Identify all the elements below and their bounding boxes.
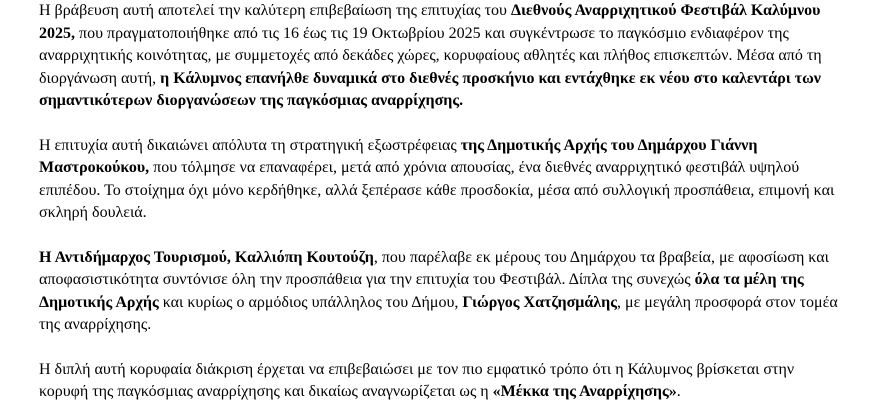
paragraph-strategy (39, 135, 839, 225)
text-segment: , με μεγάλη προσφορά στον τομέα της αναρρίχησης. (39, 293, 838, 333)
paragraph-conclusion (39, 359, 839, 404)
document-body (39, 0, 839, 404)
mayor-name: της Δημοτικής Αρχής του Δημάρχου Γιάννη Μαστροκούκου, (39, 136, 758, 176)
emphasis-text: η Κάλυμνος επανήλθε δυναμικά στο διεθνές προσκήνιο και εντάχθηκε εκ νέου στο καλεντάρι των σημαντικότερων διοργανώσεων της παγκόσμιας αναρρίχησης. (39, 69, 821, 109)
text-segment: και κυρίως ο αρμόδιος υπάλληλος του Δήμου, (158, 293, 463, 311)
text-segment: Η βράβευση αυτή αποτελεί την καλύτερη επιβεβαίωση της επιτυχίας του (39, 2, 511, 19)
text-segment: Η επιτυχία αυτή δικαιώνει απόλυτα τη στρατηγική εξωστρέφειας (39, 136, 461, 154)
employee-name: Γιώργος Χατζησμάλης (462, 293, 617, 311)
emphasis-text: «Μέκκα της Αναρρίχησης» (492, 383, 677, 400)
deputy-mayor-name: Η Αντιδήμαρχος Τουρισμού, Καλλιόπη Κουτούζη (39, 248, 374, 266)
text-segment: που πραγματοποιήθηκε από τις 16 έως τις 19 Οκτωβρίου 2025 και συγκέντρωσε το παγκόσμιο ενδιαφέρον της αναρριχητικής κοινότητας, με συμμετοχές από δεκάδες χώρες, κορυφαίους αθλητές και πλήθος επισκεπτών. Μέσα από τη διοργάνωση αυτή, (39, 24, 822, 87)
text-segment: . (676, 383, 681, 400)
paragraph-deputy-mayor (39, 247, 839, 337)
text-segment: Η διπλή αυτή κορυφαία διάκριση έρχεται να επιβεβαιώσει με τον πιο εμφατικό τρόπο ότι η Κάλυμνος βρίσκεται στην κορυφή της παγκόσμιας αναρρίχησης και δικαίως αναγνωρίζεται ως η (39, 360, 795, 400)
emphasis-text: όλα τα μέλη της Δημοτικής Αρχής (39, 271, 804, 311)
text-segment: , που παρέλαβε εκ μέρους του Δημάρχου τα βραβεία, με αφοσίωση και αποφασιστικότητα συντόνισε όλη την προσπάθεια για την επιτυχία του Φεστιβάλ. Δίπλα της συνεχώς (39, 248, 829, 288)
paragraph-award-confirmation (39, 0, 839, 113)
text-segment: που τόλμησε να επαναφέρει, μετά από χρόνια απουσίας, ένα διεθνές αναρριχητικό φεστιβάλ υψηλού επιπέδου. Το στοίχημα όχι μόνο κερδήθηκε, αλλά ξεπέρασε κάθε προσδοκία, μέσα από συλλογική προσπάθεια, επιμονή και σκληρή δουλειά. (39, 159, 835, 221)
festival-name: Διεθνούς Αναρριχητικού Φεστιβάλ Καλύμνου 2025, (39, 2, 821, 42)
